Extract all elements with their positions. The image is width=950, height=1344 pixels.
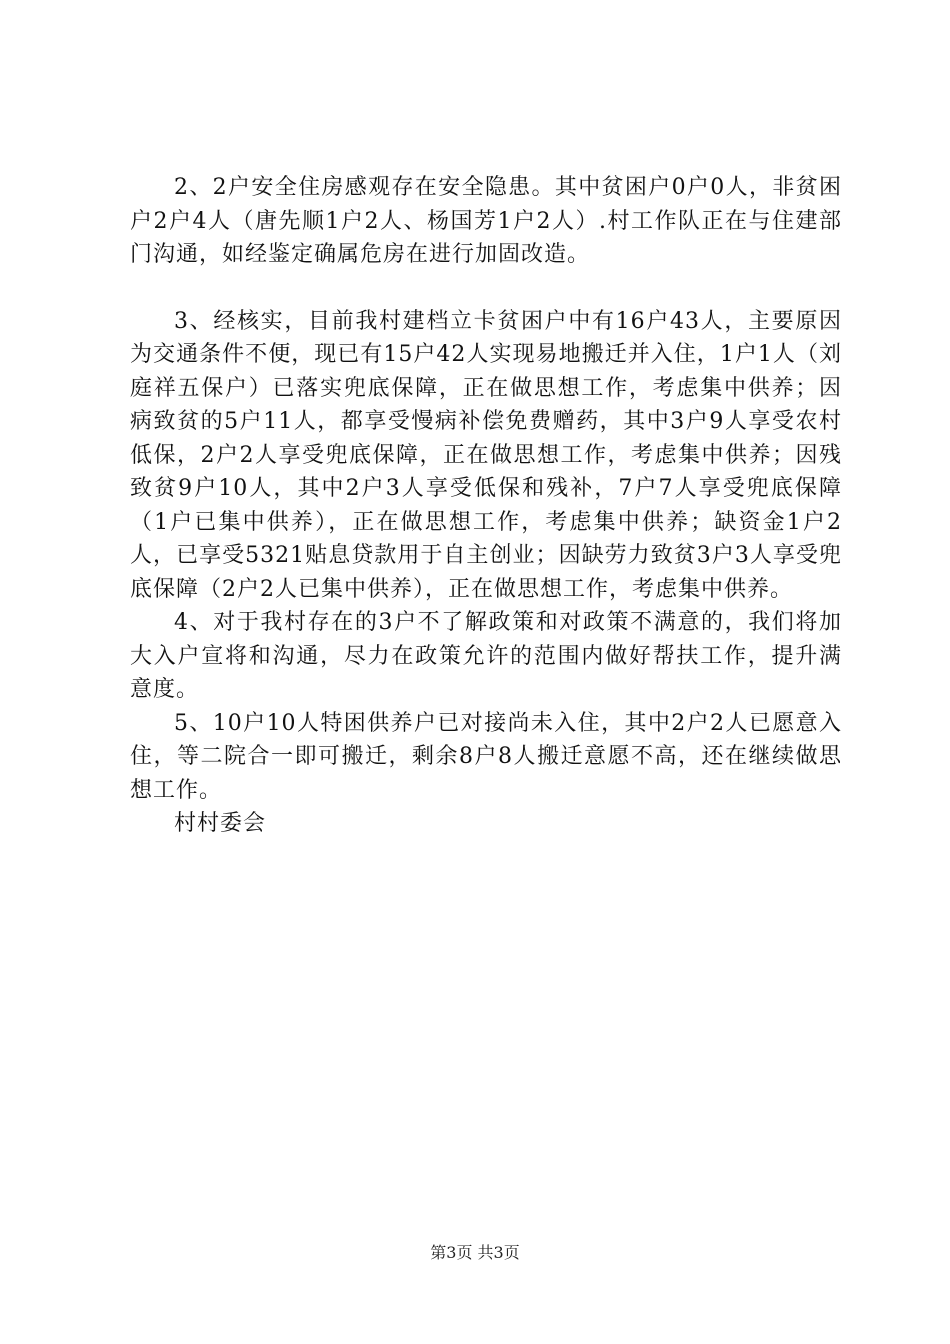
document-body — [130, 171, 842, 841]
paragraph-spacer — [130, 272, 842, 305]
paragraph-special-care: 5、10户10人特困供养户已对接尚未入住，其中2户2人已愿意入住，等二院合一即可搬迁，剩余8户8人搬迁意愿不高，还在继续做思想工作。 — [130, 710, 842, 803]
page-number-footer: 第3页 共3页 — [430, 1243, 520, 1262]
paragraph-housing-safety: 2、2户安全住房感观存在安全隐患。其中贫困户0户0人，非贫困户2户4人（唐先顺1户2人、杨国芳1户2人）.村工作队正在与住建部门沟通，如经鉴定确属危房在进行加固改造。 — [130, 175, 842, 267]
paragraph-poverty-households: 3、经核实，目前我村建档立卡贫困户中有16户43人，主要原因为交通条件不便，现已有15户42人实现易地搬迁并入住，1户1人（刘庭祥五保户）已落实兜底保障，正在做思想工作，考虑集中供养；因病致贫的5户11人，都享受慢病补偿免费赠药，其中3户9人享受农村低保，2户2人享受兜底保障，正在做思想工作，考虑集中供养；因残致贫9户10人，其中2户3人享受低保和残补，7户7人享受兜底保障（1户已集中供养），正在做思想工作，考虑集中供养；缺资金1户2人，已享受5321贴息贷款用于自主创业；因缺劳力致贫3户3人享受兜底保障（2户2人已集中供养），正在做思想工作，考虑集中供养。 — [130, 308, 842, 602]
signature-committee: 村村委会 — [174, 811, 267, 836]
paragraph-policy-satisfaction: 4、对于我村存在的3户不了解政策和对政策不满意的，我们将加大入户宣将和沟通，尽力在政策允许的范围内做好帮扶工作，提升满意度。 — [130, 610, 842, 702]
